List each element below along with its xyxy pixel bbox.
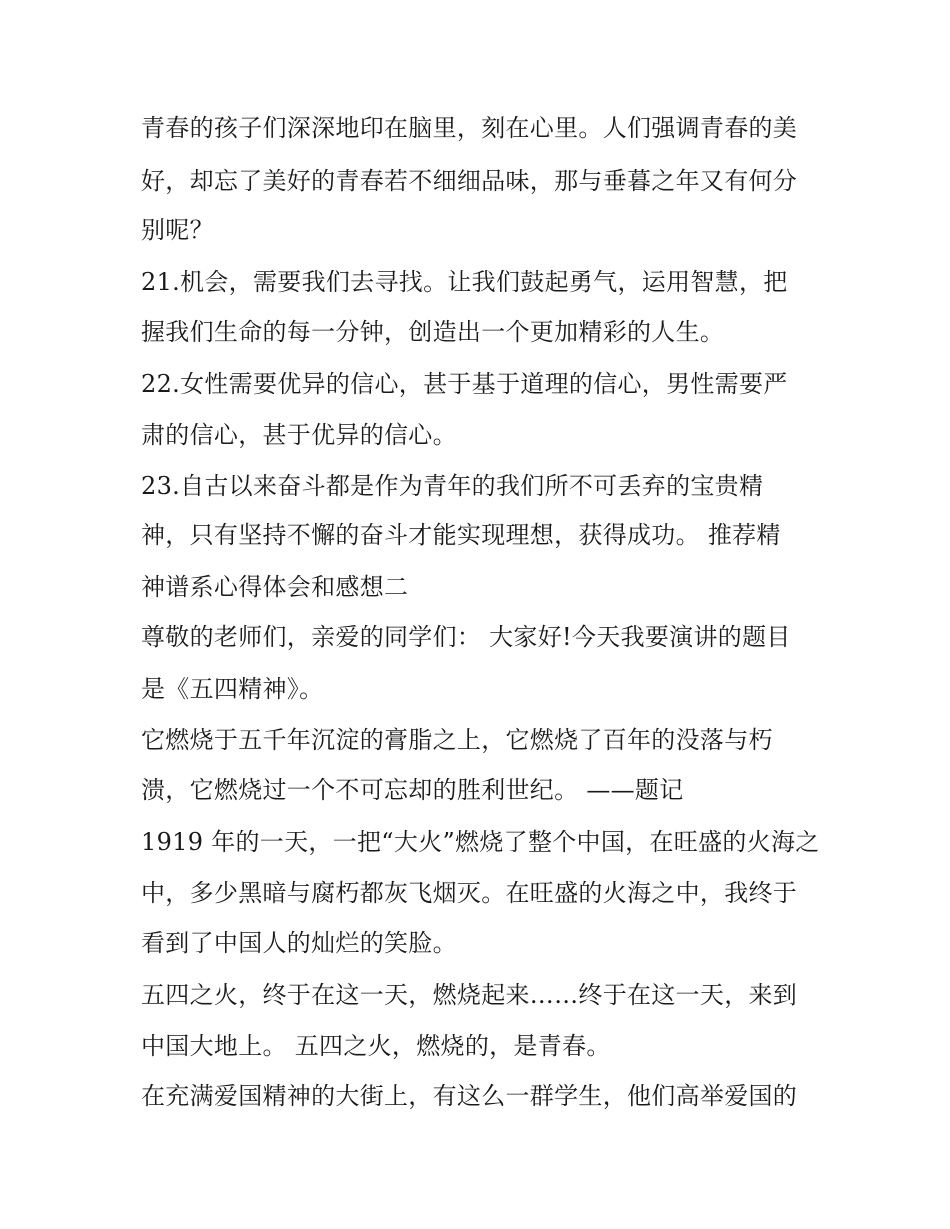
text-line: 青春的孩子们深深地印在脑里，刻在心里。人们强调青春的美 (141, 114, 798, 142)
text-line: 23.自古以来奋斗都是作为青年的我们所不可丢弃的宝贵精 (141, 472, 764, 500)
text-line: 在充满爱国精神的大街上，有这么一群学生，他们高举爱国的 (141, 1082, 798, 1110)
text-line: 神，只有坚持不懈的奋斗才能实现理想，获得成功。 推荐精 (141, 521, 781, 549)
text-line: 神谱系心得体会和感想二 (141, 573, 409, 601)
text-line: 握我们生命的每一分钟，创造出一个更加精彩的人生。 (141, 318, 725, 346)
text-line: 21.机会，需要我们去寻找。让我们鼓起勇气，运用智慧，把 (141, 268, 788, 296)
text-line: 中，多少黑暗与腐朽都灰飞烟灭。在旺盛的火海之中，我终于 (141, 879, 798, 907)
text-line: 好，却忘了美好的青春若不细细品味，那与垂暮之年又有何分 (141, 167, 798, 195)
text-line: 它燃烧于五千年沉淀的膏脂之上，它燃烧了百年的没落与朽 (141, 726, 773, 754)
text-line: 尊敬的老师们，亲爱的同学们： 大家好!今天我要演讲的题目 (141, 623, 791, 651)
text-line: 五四之火，终于在这一天，燃烧起来……终于在这一天，来到 (141, 981, 798, 1009)
text-line: 中国大地上。 五四之火，燃烧的，是青春。 (141, 1032, 611, 1060)
text-line: 别呢？ (141, 216, 214, 244)
text-line: 22.女性需要优异的信心，甚于基于道理的信心，男性需要严 (141, 370, 788, 398)
text-line: 1919 年的一天，一把“大火”燃烧了整个中国，在旺盛的火海之 (141, 828, 820, 856)
text-line: 是《五四精神》。 (141, 675, 324, 703)
text-line: 肃的信心，甚于优异的信心。 (141, 421, 457, 449)
text-line: 溃，它燃烧过一个不可忘却的胜利世纪。 ——题记 (141, 776, 684, 804)
text-line: 看到了中国人的灿烂的笑脸。 (141, 929, 457, 957)
